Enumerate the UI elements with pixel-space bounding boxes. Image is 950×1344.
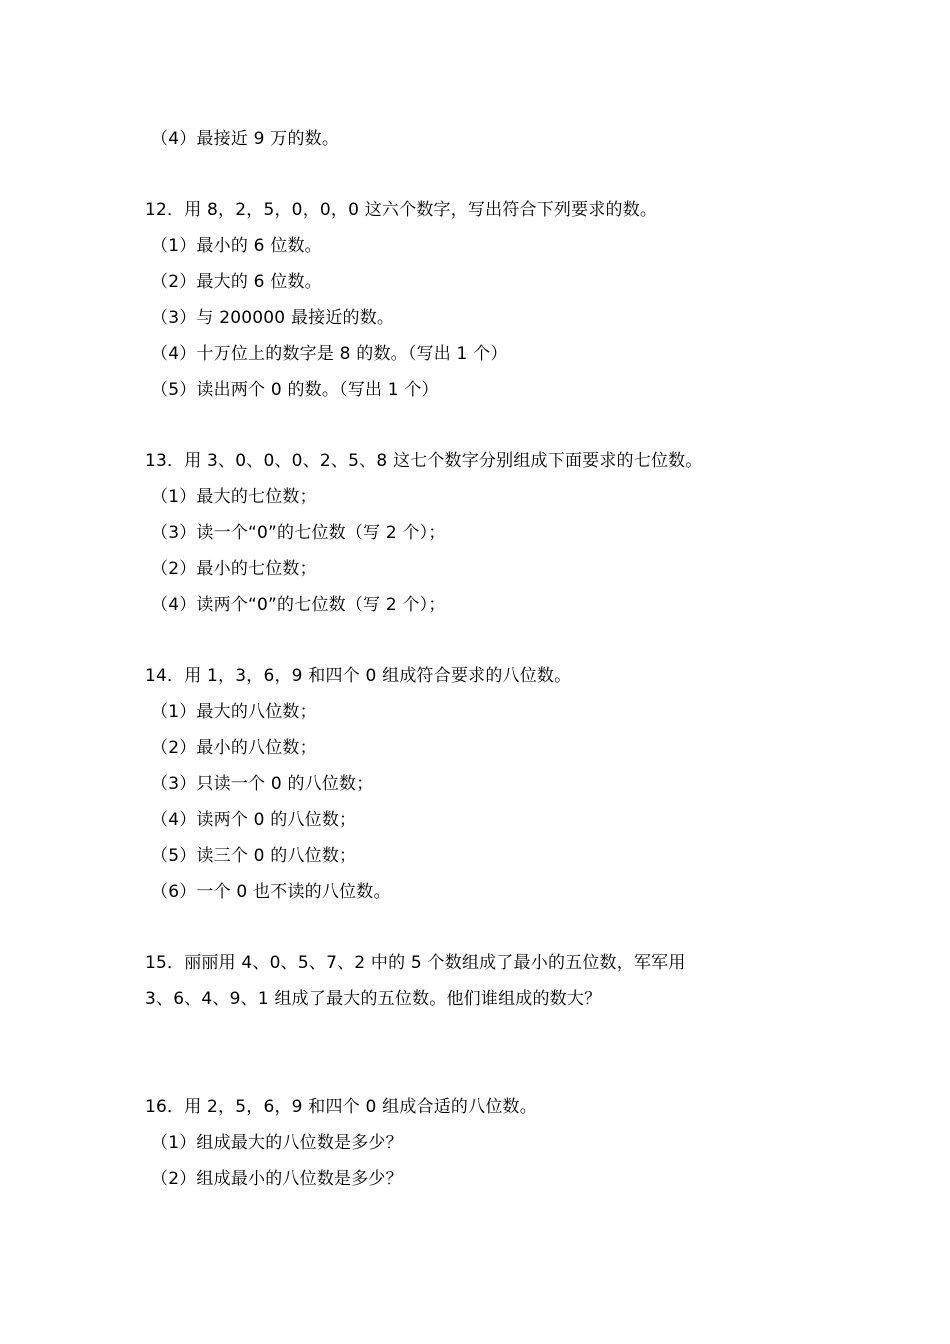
question-14-item-4: （4）读两个 0 的八位数；	[151, 810, 357, 830]
question-12-item-1: （1）最小的 6 位数。	[151, 236, 322, 256]
question-16-item-1: （1）组成最大的八位数是多少？	[151, 1133, 403, 1153]
question-12-title: 12．用 8，2，5，0，0，0 这六个数字，写出符合下列要求的数。	[145, 200, 658, 220]
question-14-item-5: （5）读三个 0 的八位数；	[151, 846, 357, 866]
question-12-item-3: （3）与 200000 最接近的数。	[151, 308, 395, 328]
question-15-line-2: 3、6、4、9、1 组成了最大的五位数。他们谁组成的数大？	[145, 989, 602, 1009]
question-12-item-2: （2）最大的 6 位数。	[151, 272, 322, 292]
question-13-title: 13．用 3、0、0、0、2、5、8 这七个数字分别组成下面要求的七位数。	[145, 451, 703, 471]
question-14-title: 14．用 1，3，6，9 和四个 0 组成符合要求的八位数。	[145, 666, 572, 686]
question-14-item-2: （2）最小的八位数；	[151, 738, 317, 758]
intro-item-4: （4）最接近 9 万的数。	[151, 129, 340, 149]
question-15-line-1: 15．丽丽用 4、0、5、7、2 中的 5 个数组成了最小的五位数，军军用	[145, 953, 686, 973]
question-13-item-1: （1）最大的七位数；	[151, 487, 317, 507]
question-13-item-3: （3）读一个“0”的七位数（写 2 个）；	[151, 523, 446, 543]
question-16-title: 16．用 2，5，6，9 和四个 0 组成合适的八位数。	[145, 1097, 537, 1117]
question-14-item-3: （3）只读一个 0 的八位数；	[151, 774, 374, 794]
question-16-item-2: （2）组成最小的八位数是多少？	[151, 1169, 403, 1189]
question-13-item-2: （2）最小的七位数；	[151, 559, 317, 579]
question-14-item-6: （6）一个 0 也不读的八位数。	[151, 882, 391, 902]
question-13-item-4: （4）读两个“0”的七位数（写 2 个）；	[151, 595, 446, 615]
question-14-item-1: （1）最大的八位数；	[151, 702, 317, 722]
question-12-item-4: （4）十万位上的数字是 8 的数。（写出 1 个）	[151, 344, 508, 364]
question-12-item-5: （5）读出两个 0 的数。（写出 1 个）	[151, 380, 439, 400]
